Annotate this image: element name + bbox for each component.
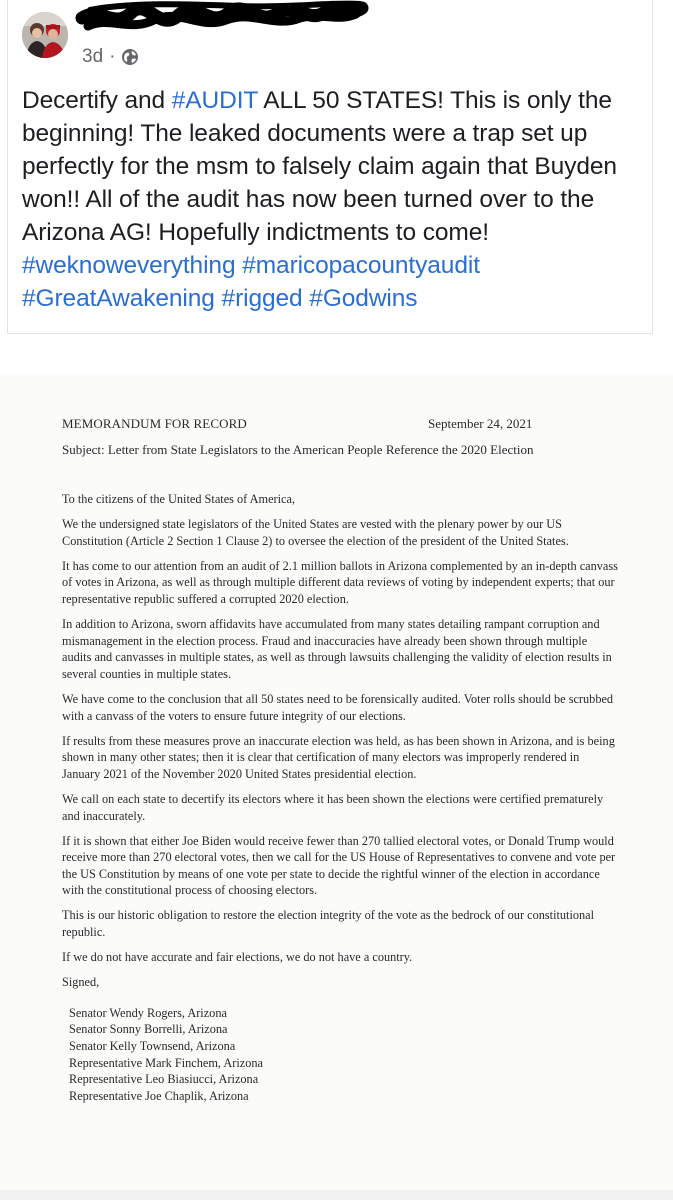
post-text-segment: Decertify and xyxy=(22,87,172,114)
memo-paragraph: If results from these measures prove an inaccurate election was held, as has been shown in Arizona, and is being shown in many other states; then it is clear that certification of many electors was improperly rendered in January 2021 of the November 2020 United States presidential election. xyxy=(62,733,615,781)
memo-paragraph: This is our historic obligation to restore the election integrity of the vote as the bedrock of our constitutional republic. xyxy=(62,908,595,940)
memo-signed-label: Signed, xyxy=(62,975,100,990)
globe-icon[interactable] xyxy=(121,48,139,66)
memo-body xyxy=(62,491,618,1104)
memo-paragraph: It has come to our attention from an audit of 2.1 million ballots in Arizona complemented by an in-depth canvass of votes in Arizona, as well as through multiple different data reviews of voting by independent experts; that our representative republic suffered a corrupted 2020 election. xyxy=(62,558,618,606)
post-card xyxy=(0,0,673,334)
hashtag-link[interactable]: #rigged xyxy=(221,285,303,312)
post-attachment-gap xyxy=(0,334,673,374)
memo-paragraph: We the undersigned state legislators of the United States are vested with the plenary power by our US Constitution (Article 2 Section 1 Clause 2) to oversee the election of the president of the United States. xyxy=(62,517,569,548)
meta-separator: · xyxy=(109,46,116,67)
post-text-segment: ALL 50 STATES! This is only the beginning! The leaked documents were a trap set up perfectly for the msm to falsely claim again that Buyden won!! All of the audit has now been turned over to the Arizona AG! Hopefully indictments to come! xyxy=(22,87,617,246)
hashtag-link[interactable]: #AUDIT xyxy=(171,87,258,114)
post-text xyxy=(22,84,642,315)
memo-document-image[interactable] xyxy=(0,374,673,1200)
memo-paragraph: To the citizens of the United States of America, xyxy=(62,492,296,506)
post-border-right xyxy=(652,0,653,334)
memo-subject: Subject: Letter from State Legislators to the American People Reference the 2020 Election xyxy=(62,442,534,457)
signatory: Representative Joe Chaplik, Arizona xyxy=(69,1088,249,1103)
post-text-segment xyxy=(215,285,222,312)
hashtag-link[interactable]: #GreatAwakening xyxy=(22,285,215,312)
hashtag-link[interactable]: #Godwins xyxy=(309,285,418,312)
avatar[interactable] xyxy=(22,12,68,58)
signatory-list xyxy=(62,1005,618,1105)
post-meta xyxy=(82,46,139,68)
signatory: Senator Sonny Borrelli, Arizona xyxy=(69,1022,228,1037)
bottom-divider xyxy=(0,1190,673,1200)
memo-paragraph: If we do not have accurate and fair elections, we do not have a country. xyxy=(62,950,413,965)
signatory: Representative Mark Finchem, Arizona xyxy=(69,1055,263,1070)
signatory: Representative Leo Biasiucci, Arizona xyxy=(69,1072,259,1087)
memo-paragraph: We have come to the conclusion that all 50 states need to be forensically audited. Voter rolls should be scrubbed with a canvass of the voters to ensure future integrity of our elections. xyxy=(62,691,614,723)
post-timestamp[interactable]: 3d xyxy=(82,46,104,67)
memo-paragraph: If it is shown that either Joe Biden would receive fewer than 270 tallied electoral votes, or Donald Trump would receive more than 270 electoral votes, then we call for the US House of Representatives to convene and vote per the US Constitution by means of one vote per state to decide the rightful winner of the election in accordance with the constitutional process of choosing electors. xyxy=(62,833,616,898)
signatory: Senator Kelly Townsend, Arizona xyxy=(69,1039,236,1054)
memo-paragraph: We call on each state to decertify its electors where it has been shown the elections were certified prematurely and inaccurately. xyxy=(62,791,604,823)
memo-date: September 24, 2021 xyxy=(428,416,533,431)
post-border-left xyxy=(7,0,8,334)
redacted-name-scribble xyxy=(70,0,370,38)
memo-heading: MEMORANDUM FOR RECORD xyxy=(62,416,247,431)
signatory: Senator Wendy Rogers, Arizona xyxy=(69,1005,227,1020)
hashtag-link[interactable]: #maricopacountyaudit xyxy=(242,252,480,279)
hashtag-link[interactable]: #weknoweverything xyxy=(22,252,236,279)
memo-paragraph: In addition to Arizona, sworn affidavits have accumulated from many states detailing rampant corruption and mismanagement in the election process. Fraud and inaccuracies have already been shown through multiple audits and canvasses in multiple states, as well as through lawsuits challenging the validity of election results in several counties in multiple states. xyxy=(62,617,612,681)
